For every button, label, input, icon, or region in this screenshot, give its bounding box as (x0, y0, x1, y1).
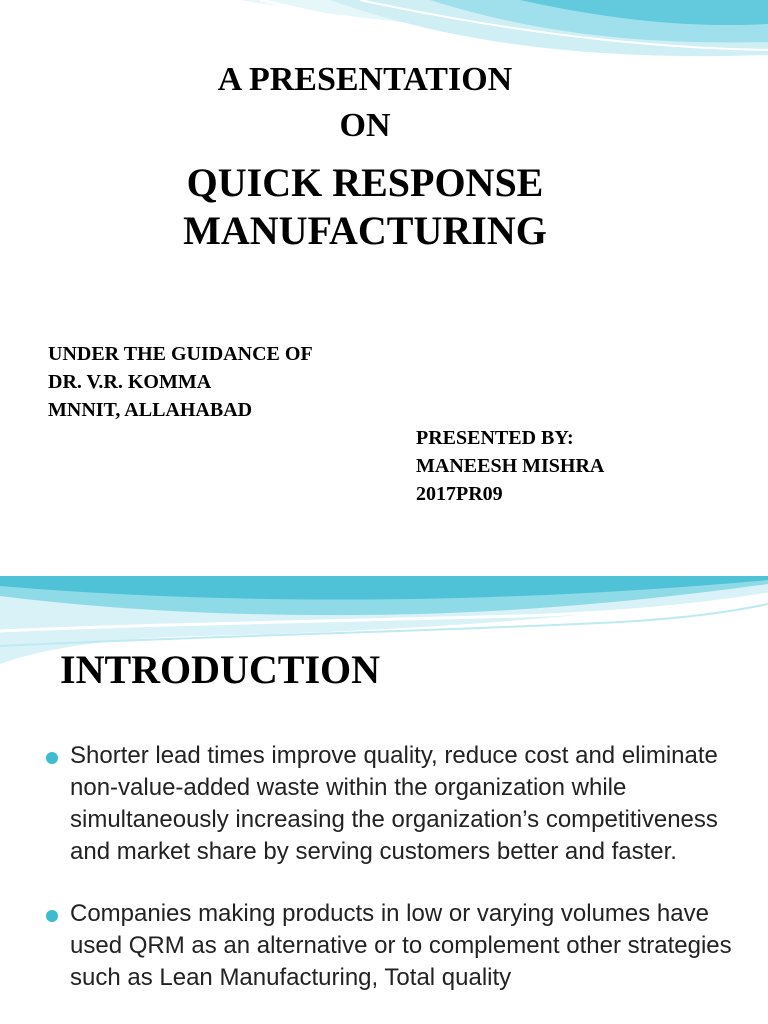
presentation-title-line1: A PRESENTATION (217, 61, 513, 98)
presenter-block (416, 424, 604, 508)
presenter-name: MANEESH MISHRA (416, 455, 605, 477)
presentation-title-line2: ON (339, 107, 391, 144)
bullet-icon (46, 910, 58, 922)
bullet-list (46, 740, 736, 1024)
bullet-text: Companies making products in low or varying volumes have used QRM as an alternative or to complement other strategies such as Lean Manufacturing, Total quality (70, 900, 732, 991)
presenter-id: 2017PR09 (416, 483, 503, 505)
list-item (46, 740, 736, 868)
topic-title-line2: MANUFACTURING (183, 208, 547, 253)
guide-institute: MNNIT, ALLAHABAD (48, 399, 253, 421)
slide-heading: INTRODUCTION (60, 647, 381, 692)
topic-title-line1: QUICK RESPONSE (186, 160, 544, 205)
guidance-label: UNDER THE GUIDANCE OF (48, 343, 313, 365)
introduction-slide (0, 576, 768, 1024)
bullet-text: Shorter lead times improve quality, reduce cost and eliminate non-value-added waste within the organization while simultaneously increasing the organization’s competitiveness and market share by serving customers better and faster. (70, 742, 718, 865)
guidance-block (48, 340, 313, 424)
presenter-label: PRESENTED BY: (416, 427, 574, 449)
guide-name: DR. V.R. KOMMA (48, 371, 212, 393)
bullet-icon (46, 752, 58, 764)
list-item (46, 898, 736, 994)
